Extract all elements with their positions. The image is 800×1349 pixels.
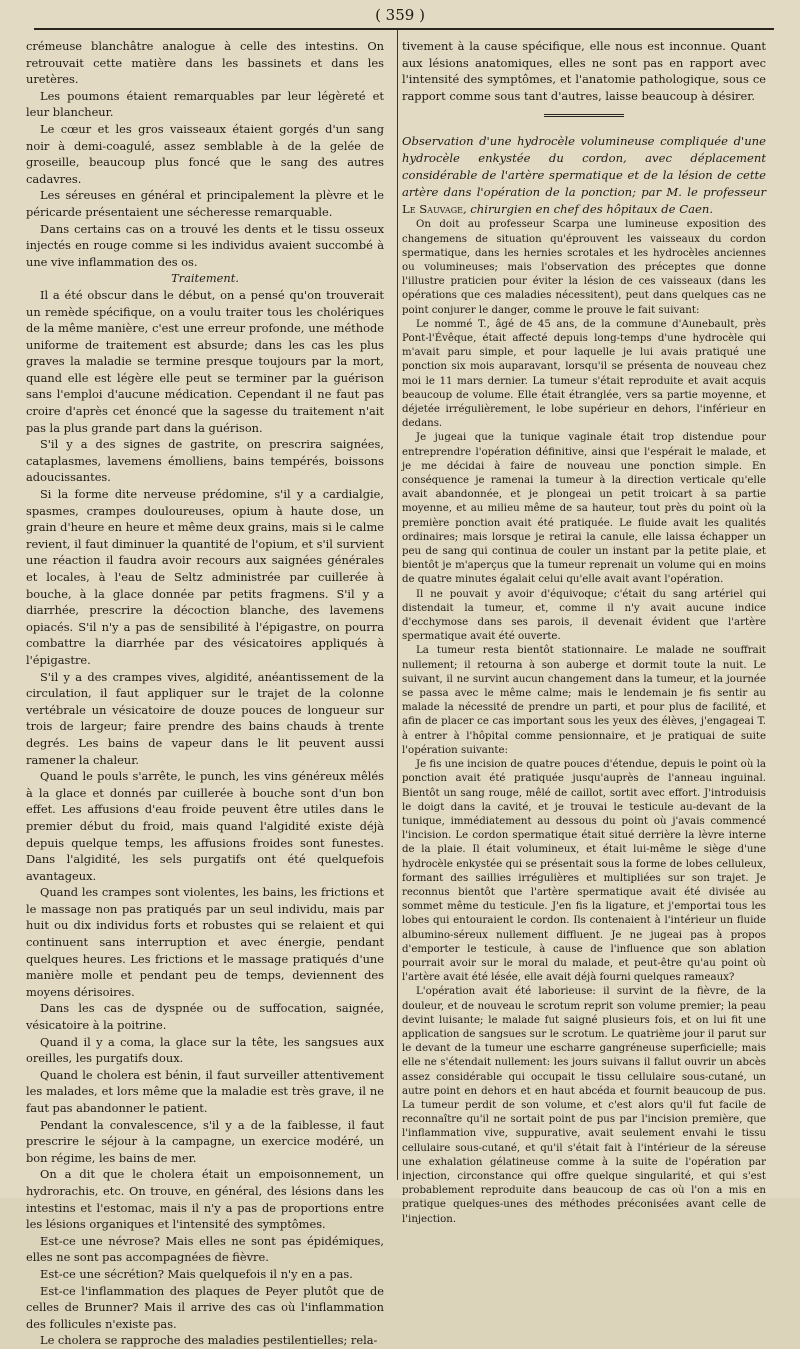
paragraph: Dans certains cas on a trouvé les dents et le tissu osseux injectés en rouge comme si les individus avaient succombé à une vive inflammation des os.: [26, 221, 384, 269]
column-divider: [397, 30, 398, 1180]
section-title: Traitement.: [171, 271, 239, 286]
paragraph: Le nommé T., âgé de 45 ans, de la commune d'Aunebault, près Pont-l'Évêque, était affecté depuis long-temps d'une hydrocèle qui m'avait paru simple, et pour laquelle je lui avais pratiqué une ponction six mois auparavant, lorsqu'il se présenta de nouveau chez moi le 11 mars dernier. La tumeur s'était reproduite et avait acquis beaucoup de volume. Elle était étranglée, vers sa partie moyenne, et déjetée irrégulièrement, le lobe supérieur en dehors, l'inférieur en dedans.: [402, 318, 766, 430]
paragraph: L'opération avait été laborieuse: il survint de la fièvre, de la douleur, et de nouveau le scrotum reprit son volume premier; la peau devint luisante; le malade fut saigné plusieurs fois, et on lui fit une application de sangsues sur le scrotum. Le quatrième jour il parut sur le devant de la tumeur une escharre gangréneuse superficielle; mais elle ne s'étendait nullement: les jours suivans il fallut ouvrir un abcès assez considérable qui occupait le tissu cellulaire sous-cutané, un autre point en dehors et en haut abcéda et fournit beaucoup de pus. La tumeur perdit de son volume, et c'est alors qu'il fut facile de reconnaître qu'il ne sortait point de pus par l'incision première, que l'inflammation vive, suppurative, avait seulement envahi le tissu cellulaire sous-cutané, et qu'il s'était fait à l'intérieur de la séreuse une exhalation gélatineuse comme à la suite de l'opération par injection, circonstance qui offre quelque singularité, et qui s'est probablement reproduite dans beaucoup de cas où l'on a mis en pratique quelques-unes des méthodes préconisées avant celle de l'injection.: [402, 986, 766, 1225]
paragraph: Pendant la convalescence, s'il y a de la faiblesse, il faut prescrire le séjour à la campagne, un exercice modéré, un bon régime, les bains de mer.: [26, 1117, 384, 1165]
article-author: Le Sauvage: [402, 202, 463, 217]
article-body: [402, 218, 766, 1226]
paragraph: On a dit que le cholera était un empoisonnement, un hydrorachis, etc. On trouve, en général, des lésions dans les intestins et l'estomac, mais il n'y a pas de proportions entre les lésions organiques et l'intensité des symptômes.: [26, 1167, 384, 1232]
paragraph: Je fis une incision de quatre pouces d'étendue, depuis le point où la ponction avait été pratiquée jusqu'auprès de l'anneau inguinal. Bientôt un sang rouge, mêlé de caillot, sortit avec effort. J'introduisis le doigt dans la cavité, et je trouvai le testicule au-devant de la tunique, immédiatement au dessous du point où j'avais commencé l'incision. Le cordon spermatique était situé derrière la lèvre interne de la plaie. Il était volumineux, et était lui-même le siège d'une hydrocèle enkystée qui se présentait sous la forme de lobes celluleux, formant des saillies irrégulières et multipliées sur son trajet. Je reconnus bientôt que l'artère spermatique avait été divisée au sommet même du testicule. J'en fis la ligature, et j'emportai tous les lobes qui entouraient le cordon. Ils contenaient à l'intérieur un fluide albumino-séreux nullement diffluent. Je ne jugeai pas à propos d'emporter le testicule, à cause de l'influence que son ablation pourrait avoir sur le moral du malade, et peut-être qu'au point où l'artère avait été lésée, elle avait déjà fourni quelques rameaux?: [402, 759, 766, 984]
paragraph: Est-ce une névrose? Mais elles ne sont pas épidémiques, elles ne sont pas accompagnées de fièvre.: [26, 1233, 384, 1265]
paragraph: Quand il y a coma, la glace sur la tête, les sangsues aux oreilles, les purgatifs doux.: [26, 1034, 384, 1066]
paragraph: S'il y a des signes de gastrite, on prescrira saignées, cataplasmes, lavemens émolliens, bains tempérés, boissons adoucissantes.: [26, 437, 384, 485]
paragraph: tivement à la cause spécifique, elle nous est inconnue. Quant aux lésions anatomiques, elles ne sont pas en rapport avec l'intensité des symptômes, et l'anatomie pathologique, sous ce rapport comme sous tant d'autres, laisse beaucoup à désirer.: [402, 39, 766, 103]
paragraph: Le cœur et les gros vaisseaux étaient gorgés d'un sang noir à demi-coagulé, assez semblable à de la gelée de groseille, beaucoup plus foncé que le sang des autres cadavres.: [26, 121, 384, 186]
paragraph: Quand les crampes sont violentes, les bains, les frictions et le massage non pas pratiqués par un seul individu, mais par huit ou dix individus forts et robustes qui se relaient et qui continuent sans interruption et avec énergie, pendant quelques heures. Les frictions et le massage pratiqués d'une manière molle et pendant peu de temps, deviennent des moyens dérisoires.: [26, 885, 384, 999]
paragraph: Je jugeai que la tunique vaginale était trop distendue pour entreprendre l'opération définitive, ainsi que l'espérait le malade, et je me décidai à faire de nouveau une ponction simple. En conséquence je ramenai la tumeur à la direction verticale qu'elle avait abandonnée, et je plongeai un petit troicart à sa partie moyenne, et au milieu même de sa hauteur, tout près du point où la première ponction avait été pratiquée. Le fluide avait les qualités ordinaires; mais lorsque je retirai la canule, elle laissa échapper un peu de sang qui continua de couler un instant par la petite plaie, et bientôt je m'aperçus que la tumeur reprenait un volume qui en moins de quatre minutes égalait celui qu'elle avait avant l'opération.: [402, 432, 766, 586]
article-title-text: , chirurgien en chef des hôpitaux de Caen.: [462, 202, 714, 217]
paragraph: Est-ce une sécrétion? Mais quelquefois il n'y en a pas.: [40, 1266, 353, 1281]
ornament-divider: [544, 114, 624, 123]
paragraph: Dans les cas de dyspnée ou de suffocation, saignée, vésicatoire à la poitrine.: [26, 1001, 384, 1033]
right-column: [402, 38, 766, 1227]
paragraph: La tumeur resta bientôt stationnaire. Le malade ne souffrait nullement; il retourna à son auberge et dormit toute la nuit. Le suivant, il ne survint aucun changement dans la tumeur, et la journée se passa avec le même calme; mais le lendemain je fis sentir au malade la nécessité de prendre un parti, et pour plus de facilité, et afin de placer ce cas important sous les yeux des élèves, j'engageai T. à entrer à l'hôpital comme pensionnaire, et je pratiquai de suite l'opération suivante:: [402, 645, 766, 756]
article-title: [402, 133, 766, 218]
paragraph: Est-ce l'inflammation des plaques de Peyer plutôt que de celles de Brunner? Mais il arrive des cas où l'inflammation des follicules n'existe pas.: [26, 1283, 384, 1331]
paragraph: S'il y a des crampes vives, algidité, anéantissement de la circulation, il faut appliquer sur le trajet de la colonne vertébrale un vésicatoire de douze pouces de longueur sur trois de largeur; faire prendre des bains chauds à trente degrés. Les bains de vapeur dans le lit peuvent aussi ramener la chaleur.: [26, 669, 384, 767]
paragraph: Si la forme dite nerveuse prédomine, s'il y a cardialgie, spasmes, crampes douloureuses, opium à haute dose, un grain d'heure en heure et même deux grains, mais si le calme revient, il faut diminuer la quantité de l'opium, et s'il survient une réaction il faudra avoir recours aux saignées générales et locales, à l'eau de Seltz administrée par cuillerée à bouche, à la glace donnée par petits fragmens. S'il y a diarrhée, prescrire la décoction blanche, des lavemens opiacés. S'il n'y a pas de sensibilité à l'épigastre, on pourra combattre la diarrhée par des vésicatoires appliqués à l'épigastre.: [26, 487, 384, 667]
paragraph: Il a été obscur dans le début, on a pensé qu'on trouverait un remède spécifique, on a voulu traiter tous les cholériques de la même manière, c'est une erreur profonde, une méthode uniforme de traitement est absurde; dans les cas les plus graves la maladie se termine presque toujours par la mort, quand elle est légère elle peut se terminer par la guérison sans l'emploi d'aucune médication. Cependant il ne faut pas croire d'après cet énoncé que la sagesse du traitement n'ait pas la plus grande part dans la guérison.: [26, 287, 384, 435]
paragraph: Quand le cholera est bénin, il faut surveiller attentivement les malades, et lors même que la maladie est très grave, il ne faut pas abandonner le patient.: [26, 1067, 384, 1115]
paragraph: crémeuse blanchâtre analogue à celle des intestins. On retrouvait cette matière dans les bassinets et dans les uretères.: [26, 39, 384, 87]
header-rule: [34, 28, 774, 30]
left-column: [26, 38, 384, 1349]
paragraph: On doit au professeur Scarpa une lumineuse exposition des changemens de situation qu'éprouvent les vaisseaux du cordon spermatique, dans les hernies scrotales et les hydrocèles anciennes ou volumineuses; mais l'observation des préceptes que donne l'illustre praticien pour éviter la lésion de ces vaisseaux (dans les opérations que ces maladies nécessitent), peut dans quelques cas ne point conjurer le danger, comme le prouve le fait suivant:: [402, 219, 766, 316]
paragraph: Il ne pouvait y avoir d'équivoque; c'était du sang artériel qui distendait la tumeur, et, comme il n'y avait aucune indice d'ecchymose dans ses parois, il devenait évident que l'artère spermatique avait été ouverte.: [402, 588, 766, 643]
paragraph: Les séreuses en général et principalement la plèvre et le péricarde présentaient une sécheresse remarquable.: [26, 188, 384, 219]
paragraph: Les poumons étaient remarquables par leur légèreté et leur blancheur.: [26, 88, 384, 120]
paragraph: Le cholera se rapproche des maladies pestilentielles; rela-: [40, 1333, 378, 1348]
page-number: ( 359 ): [375, 6, 425, 24]
article-title-text: Observation d'une hydrocèle volumineuse compliquée d'une hydrocèle enkystée du cordon, avec déplacement considérable de l'artère spermatique et de la lésion de cette artère dans l'opération de la ponction; par M. le professeur: [402, 134, 766, 200]
paragraph: Quand le pouls s'arrête, le punch, les vins généreux mêlés à la glace et donnés par cuillerée à bouche sont d'un bon effet. Les affusions d'eau froide peuvent être utiles dans le premier début du froid, mais quand l'algidité existe déjà depuis quelque temps, les affusions froides sont funestes. Dans l'algidité, les sels purgatifs ont été quelquefois avantageux.: [26, 769, 384, 883]
